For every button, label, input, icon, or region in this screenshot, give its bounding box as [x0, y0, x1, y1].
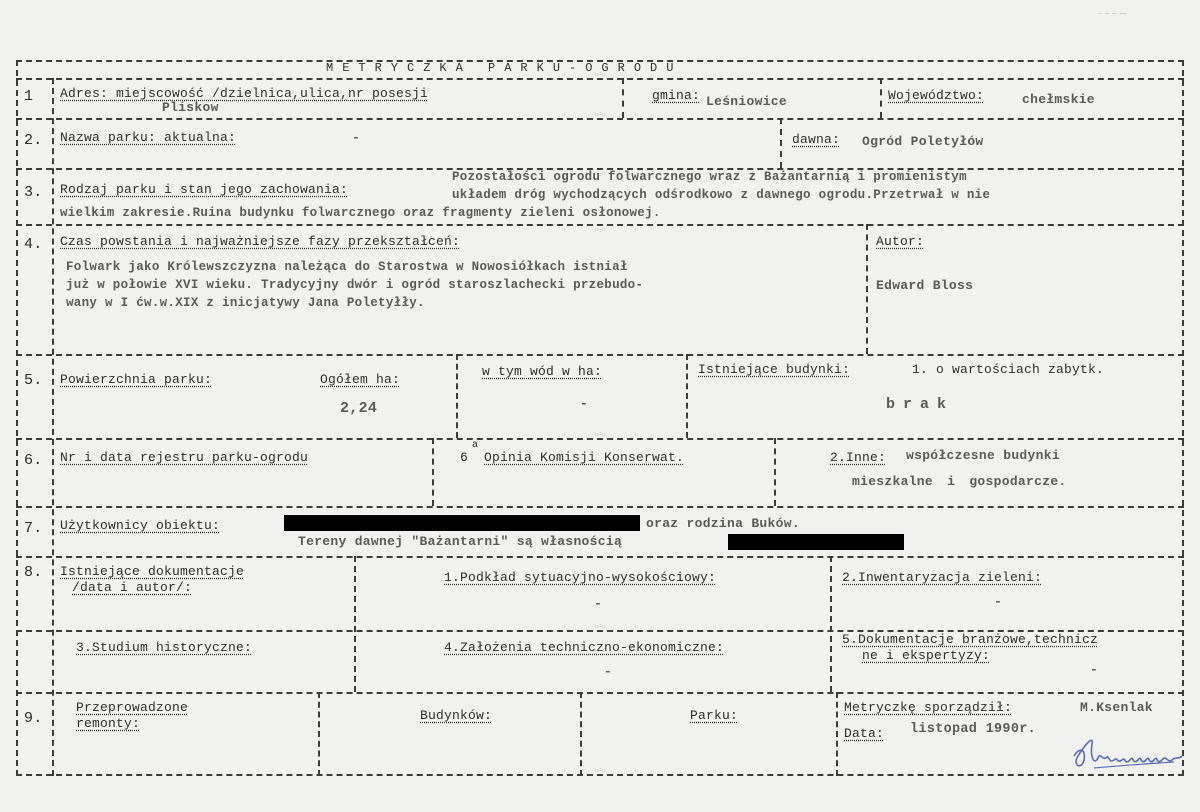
industry-docs-value: -: [1090, 662, 1099, 677]
technical-assumptions-label: 4.Założenia techniczno-ekonomiczne:: [444, 640, 725, 655]
author-value: Edward Bloss: [876, 278, 974, 293]
history-line1: Folwark jako Królewszczyzna należąca do Starostwa w Nowosiółkach istniał: [66, 260, 628, 274]
row3-number: 3.: [24, 184, 43, 201]
history-line2: już w połowie XVI wieku. Tradycyjny dwór i ogród staroszlachecki przebudo-: [66, 278, 644, 292]
repairs-label-2: remonty:: [76, 716, 141, 731]
address-label: Adres: miejscowość /dzielnica,ulica,nr posesji: [60, 86, 429, 101]
row9-sep1: [318, 692, 320, 776]
technical-assumptions-value: -: [604, 664, 613, 679]
row6-sep2: [774, 438, 776, 506]
buildings-label: Istniejące budynki:: [698, 362, 851, 377]
row9-sep2: [580, 692, 582, 776]
park-type-line3: wielkim zakresie.Ruina budynku folwarcznego oraz fragmenty zieleni osłonowej.: [60, 206, 661, 220]
num-column: [52, 78, 54, 776]
other-buildings-line1: współczesne budynki: [906, 448, 1060, 463]
situation-plan-label: 1.Podkład sytuacyjno-wysokościowy:: [444, 570, 717, 585]
other-buildings-line2: mieszkalne i gospodarcze.: [852, 474, 1067, 489]
address-value: Pliskow: [162, 100, 219, 115]
row1-sep2: [880, 78, 882, 118]
park-type-label: Rodzaj parku i stan jego zachowania:: [60, 182, 349, 197]
date-label: Data:: [844, 726, 885, 741]
history-label: Czas powstania i najważniejsze fazy przekształceń:: [60, 234, 461, 249]
row2-sep: [780, 118, 782, 168]
opinion-label: Opinia Komisji Konserwat.: [484, 450, 685, 465]
border-bottom: [16, 774, 1184, 776]
row1-number: 1: [24, 88, 34, 105]
other-buildings-label: 2.Inne:: [830, 450, 887, 465]
signature-image: [1064, 726, 1188, 776]
area-label: Powierzchnia parku:: [60, 372, 213, 387]
historical-study-label: 3.Studium historyczne:: [76, 640, 253, 655]
history-line3: wany w I ćw.w.XIX z inicjatywy Jana Poletyłły.: [66, 296, 425, 310]
opinion-number: 6: [460, 450, 469, 465]
water-area-value: -: [580, 396, 589, 411]
row8-sep2: [830, 556, 832, 692]
gmina-value: Leśniowice: [706, 94, 788, 109]
opinion-superscript: a: [472, 440, 479, 451]
row5-sep2: [686, 354, 688, 438]
date-value: listopad 1990r.: [910, 722, 1037, 737]
row9-number: 9.: [24, 710, 43, 727]
industry-docs-label-1: 5.Dokumentacje branżowe,technicz: [842, 632, 1099, 647]
row9-sep3: [836, 692, 838, 776]
repairs-park-label: Parku:: [690, 708, 739, 723]
divider-row5: [16, 438, 1184, 440]
divider-row8b: [16, 692, 1184, 694]
former-name-value: Ogród Poletyłów: [862, 134, 984, 149]
former-name-label: dawna:: [792, 132, 841, 147]
voivodeship-label: Województwo:: [888, 88, 985, 103]
industry-docs-label-2: ne i ekspertyzy:: [862, 648, 991, 663]
corner-stamp: — — — ——: [1098, 10, 1127, 17]
row5-sep1: [456, 354, 458, 438]
total-area-value: 2,24: [340, 400, 378, 417]
buildings-sub-label: 1. o wartościach zabytk.: [912, 362, 1105, 377]
greenery-inventory-label: 2.Inwentaryzacja zieleni:: [842, 570, 1043, 585]
row6-number: 6.: [24, 452, 43, 469]
park-type-line2: układem dróg wychodzących odśrodkowo z dawnego ogrodu.Przetrwał w nie: [452, 188, 991, 202]
park-type-line1: Pozostałości ogrodu folwarcznego wraz z Bażantarnią i promienistym: [452, 170, 967, 184]
row4-number: 4.: [24, 236, 43, 253]
register-label: Nr i data rejestru parku-ogrodu: [60, 450, 309, 465]
author-label: Autor:: [876, 234, 925, 249]
divider-row6: [16, 506, 1184, 508]
row8-sep1: [354, 556, 356, 692]
border-right: [1182, 60, 1184, 776]
prepared-by-value: M.Ksenlak: [1080, 700, 1153, 715]
repairs-label-1: Przeprowadzone: [76, 700, 189, 715]
row2-number: 2.: [24, 132, 43, 149]
form-title: METRYCZKA PARKU-OGRODU: [326, 61, 683, 75]
water-area-label: w tym wód w ha:: [482, 364, 603, 379]
park-name-label: Nazwa parku: aktualna:: [60, 130, 237, 145]
row4-sep: [866, 224, 868, 354]
border-left: [16, 60, 18, 776]
redaction-2: [728, 534, 904, 550]
users-label: Użytkownicy obiektu:: [60, 518, 221, 533]
row7-number: 7.: [24, 520, 43, 537]
row8-number: 8.: [24, 564, 43, 581]
prepared-by-label: Metryczkę sporządził:: [844, 700, 1013, 715]
docs-label-2: /data i autor/:: [72, 580, 193, 595]
greenery-inventory-value: -: [994, 594, 1003, 609]
buildings-value: brak: [886, 396, 955, 413]
row6-sep1: [432, 438, 434, 506]
park-name-value: -: [352, 130, 361, 145]
divider-row3: [16, 224, 1184, 226]
total-area-label: Ogółem ha:: [320, 372, 401, 387]
voivodeship-value: chełmskie: [1022, 92, 1095, 107]
situation-plan-value: -: [594, 596, 603, 611]
row5-number: 5.: [24, 372, 43, 389]
docs-label-1: Istniejące dokumentacje: [60, 564, 245, 579]
divider-row1: [16, 118, 1184, 120]
redaction-1: [284, 515, 640, 531]
divider-row4: [16, 354, 1184, 356]
gmina-label: gmina:: [652, 88, 701, 103]
row1-sep1: [622, 78, 624, 118]
users-line1-tail: oraz rodzina Buków.: [646, 516, 800, 531]
repairs-buildings-label: Budynków:: [420, 708, 493, 723]
divider-title: [16, 78, 1184, 80]
users-line2: Tereny dawnej "Bażantarni" są własnością: [298, 534, 623, 549]
divider-row7: [16, 556, 1184, 558]
